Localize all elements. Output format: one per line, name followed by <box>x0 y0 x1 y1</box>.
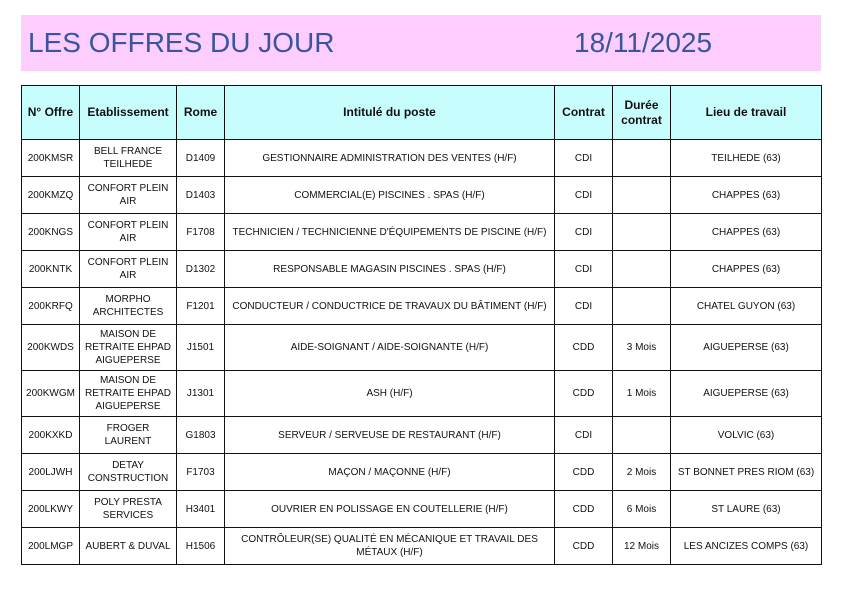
table-row <box>22 417 822 454</box>
cell-contract: CDD <box>555 528 613 565</box>
cell-establishment: AUBERT & DUVAL <box>80 528 177 565</box>
column-header-workplace: Lieu de travail <box>671 86 822 140</box>
cell-workplace: CHAPPES (63) <box>671 251 822 288</box>
cell-workplace: VOLVIC (63) <box>671 417 822 454</box>
cell-rome: D1403 <box>177 177 225 214</box>
cell-job-title: COMMERCIAL(E) PISCINES . SPAS (H/F) <box>225 177 555 214</box>
table-row <box>22 528 822 565</box>
cell-offer-number: 200KMSR <box>22 140 80 177</box>
cell-contract: CDD <box>555 371 613 417</box>
cell-rome: F1201 <box>177 288 225 325</box>
cell-rome: F1708 <box>177 214 225 251</box>
cell-contract-duration <box>613 417 671 454</box>
cell-workplace: ST BONNET PRES RIOM (63) <box>671 454 822 491</box>
table-row <box>22 214 822 251</box>
cell-contract-duration <box>613 140 671 177</box>
column-header-contract: Contrat <box>555 86 613 140</box>
cell-establishment: CONFORT PLEIN AIR <box>80 177 177 214</box>
page-date: 18/11/2025 <box>574 27 713 58</box>
cell-workplace: TEILHEDE (63) <box>671 140 822 177</box>
column-header-establishment: Etablissement <box>80 86 177 140</box>
cell-workplace: CHATEL GUYON (63) <box>671 288 822 325</box>
table-row <box>22 325 822 371</box>
cell-workplace: AIGUEPERSE (63) <box>671 371 822 417</box>
column-header-contract-duration: Durée contrat <box>613 86 671 140</box>
cell-offer-number: 200KNTK <box>22 251 80 288</box>
cell-rome: D1409 <box>177 140 225 177</box>
cell-contract: CDI <box>555 177 613 214</box>
cell-workplace: CHAPPES (63) <box>671 177 822 214</box>
cell-establishment: MAISON DE RETRAITE EHPAD AIGUEPERSE <box>80 371 177 417</box>
cell-offer-number: 200KMZQ <box>22 177 80 214</box>
cell-workplace: LES ANCIZES COMPS (63) <box>671 528 822 565</box>
cell-establishment: BELL FRANCE TEILHEDE <box>80 140 177 177</box>
column-header-job-title: Intitulé du poste <box>225 86 555 140</box>
cell-contract-duration: 2 Mois <box>613 454 671 491</box>
cell-workplace: ST LAURE (63) <box>671 491 822 528</box>
cell-contract: CDI <box>555 251 613 288</box>
cell-contract: CDD <box>555 325 613 371</box>
cell-job-title: MAÇON / MAÇONNE (H/F) <box>225 454 555 491</box>
cell-workplace: CHAPPES (63) <box>671 214 822 251</box>
table-row <box>22 454 822 491</box>
cell-job-title: TECHNICIEN / TECHNICIENNE D'ÉQUIPEMENTS DE PISCINE (H/F) <box>225 214 555 251</box>
table-row <box>22 177 822 214</box>
cell-offer-number: 200KWDS <box>22 325 80 371</box>
cell-rome: H1506 <box>177 528 225 565</box>
cell-job-title: CONTRÔLEUR(SE) QUALITÉ EN MÉCANIQUE ET TRAVAIL DES MÉTAUX (H/F) <box>225 528 555 565</box>
table-row <box>22 491 822 528</box>
table-row <box>22 251 822 288</box>
header-banner <box>21 15 821 71</box>
cell-offer-number: 200KRFQ <box>22 288 80 325</box>
cell-establishment: FROGER LAURENT <box>80 417 177 454</box>
cell-contract: CDI <box>555 214 613 251</box>
table-row <box>22 288 822 325</box>
cell-contract-duration <box>613 288 671 325</box>
cell-rome: F1703 <box>177 454 225 491</box>
cell-offer-number: 200KWGM <box>22 371 80 417</box>
job-offers-table <box>21 85 822 565</box>
cell-establishment: MORPHO ARCHITECTES <box>80 288 177 325</box>
cell-establishment: POLY PRESTA SERVICES <box>80 491 177 528</box>
cell-rome: D1302 <box>177 251 225 288</box>
cell-contract: CDI <box>555 288 613 325</box>
cell-contract-duration <box>613 251 671 288</box>
cell-job-title: CONDUCTEUR / CONDUCTRICE DE TRAVAUX DU BÂTIMENT (H/F) <box>225 288 555 325</box>
cell-establishment: CONFORT PLEIN AIR <box>80 251 177 288</box>
cell-contract-duration <box>613 177 671 214</box>
cell-contract-duration <box>613 214 671 251</box>
cell-contract-duration: 1 Mois <box>613 371 671 417</box>
cell-job-title: ASH (H/F) <box>225 371 555 417</box>
cell-offer-number: 200KXKD <box>22 417 80 454</box>
cell-rome: H3401 <box>177 491 225 528</box>
column-header-offer-number: N° Offre <box>22 86 80 140</box>
cell-workplace: AIGUEPERSE (63) <box>671 325 822 371</box>
cell-contract: CDI <box>555 417 613 454</box>
column-header-rome: Rome <box>177 86 225 140</box>
table-row <box>22 140 822 177</box>
cell-offer-number: 200LJWH <box>22 454 80 491</box>
table-row <box>22 371 822 417</box>
cell-establishment: MAISON DE RETRAITE EHPAD AIGUEPERSE <box>80 325 177 371</box>
cell-job-title: GESTIONNAIRE ADMINISTRATION DES VENTES (H/F) <box>225 140 555 177</box>
cell-rome: G1803 <box>177 417 225 454</box>
cell-job-title: OUVRIER EN POLISSAGE EN COUTELLERIE (H/F) <box>225 491 555 528</box>
cell-establishment: CONFORT PLEIN AIR <box>80 214 177 251</box>
page-title: LES OFFRES DU JOUR <box>28 27 335 58</box>
cell-contract-duration: 6 Mois <box>613 491 671 528</box>
cell-rome: J1501 <box>177 325 225 371</box>
cell-contract: CDD <box>555 454 613 491</box>
cell-contract-duration: 3 Mois <box>613 325 671 371</box>
cell-rome: J1301 <box>177 371 225 417</box>
cell-contract-duration: 12 Mois <box>613 528 671 565</box>
cell-contract: CDI <box>555 140 613 177</box>
cell-job-title: AIDE-SOIGNANT / AIDE-SOIGNANTE (H/F) <box>225 325 555 371</box>
cell-offer-number: 200LKWY <box>22 491 80 528</box>
cell-contract: CDD <box>555 491 613 528</box>
cell-offer-number: 200KNGS <box>22 214 80 251</box>
cell-offer-number: 200LMGP <box>22 528 80 565</box>
cell-job-title: RESPONSABLE MAGASIN PISCINES . SPAS (H/F) <box>225 251 555 288</box>
cell-job-title: SERVEUR / SERVEUSE DE RESTAURANT (H/F) <box>225 417 555 454</box>
cell-establishment: DETAY CONSTRUCTION <box>80 454 177 491</box>
table-header-row <box>22 86 822 140</box>
